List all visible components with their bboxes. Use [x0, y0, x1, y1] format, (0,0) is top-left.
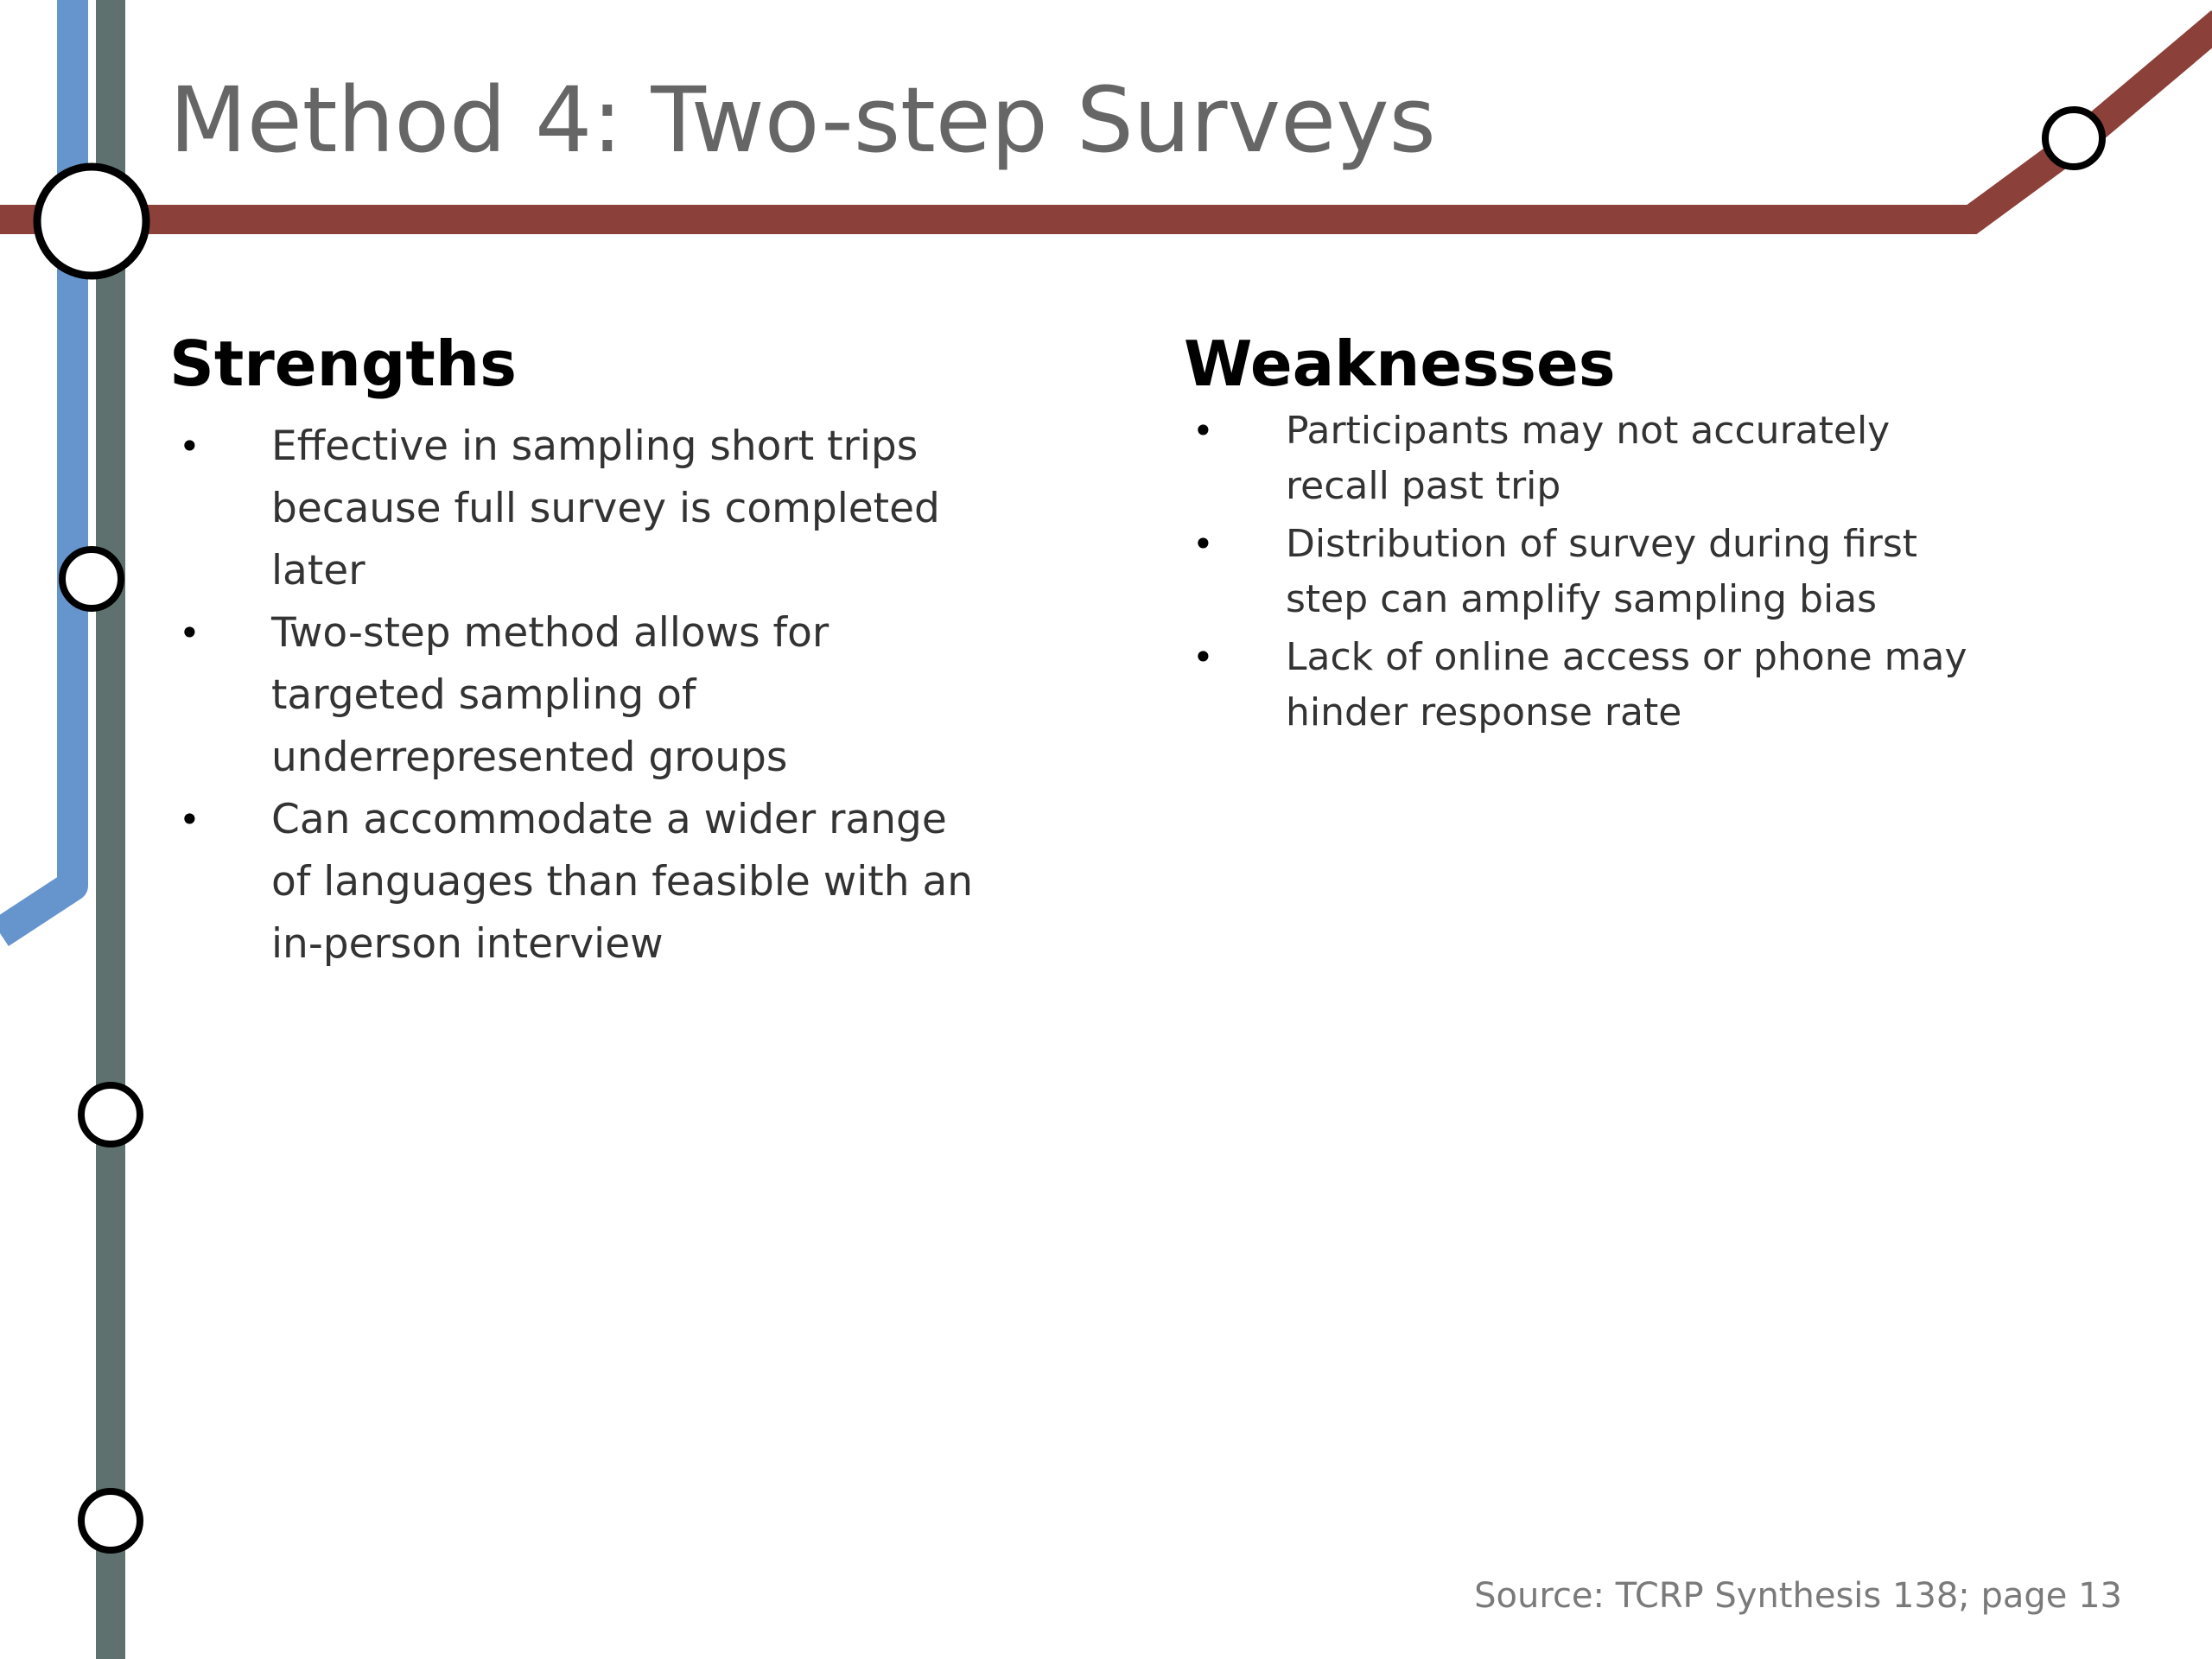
strength-item-line: targeted sampling of: [271, 671, 696, 719]
bullet-icon: •: [1192, 635, 1214, 678]
strength-item-line: Two-step method allows for: [271, 608, 830, 657]
weakness-item: [1184, 404, 2150, 514]
strength-item: [169, 789, 1135, 976]
strengths-list: [169, 416, 1033, 976]
weakness-item-line: step can amplify sampling bias: [1286, 576, 1878, 621]
source-citation: Source: TCRP Synthesis 138; page 13: [1474, 1576, 2122, 1616]
slide-title: Method 4: Two-step Surveys: [169, 67, 1436, 173]
bullet-icon: •: [179, 798, 200, 841]
strength-item-line: later: [271, 546, 365, 594]
weakness-item: [1184, 517, 2150, 627]
weakness-item: [1184, 630, 2150, 741]
station-icon: [2045, 110, 2102, 167]
station-icon: [81, 1491, 140, 1550]
weakness-item-line: Lack of online access or phone may: [1286, 634, 1967, 679]
station-icon: [62, 550, 121, 608]
strengths-column: [169, 328, 1033, 976]
bullet-icon: •: [179, 611, 200, 654]
bullet-icon: •: [1192, 409, 1214, 452]
strength-item-line: of languages than feasible with an: [271, 857, 974, 906]
strength-item: [169, 416, 1135, 602]
weakness-item-line: Distribution of survey during first: [1286, 521, 1918, 566]
strength-item-line: because full survey is completed: [271, 484, 940, 532]
weakness-item-line: hinder response rate: [1286, 690, 1682, 734]
weaknesses-list: [1184, 404, 2048, 741]
strength-item-line: in-person interview: [271, 919, 664, 968]
strengths-heading: Strengths: [169, 327, 517, 400]
bullet-icon: •: [1192, 522, 1214, 565]
strength-item-line: underrepresented groups: [271, 733, 788, 781]
strength-item-line: Effective in sampling short trips: [271, 422, 918, 470]
weakness-item-line: Participants may not accurately: [1286, 408, 1891, 453]
weaknesses-column: [1184, 328, 2048, 743]
weakness-item-line: recall past trip: [1286, 463, 1561, 508]
weaknesses-heading: Weaknesses: [1184, 327, 1616, 400]
strength-item: [169, 602, 1135, 789]
bullet-icon: •: [179, 424, 200, 467]
station-icon: [81, 1085, 140, 1144]
station-large-icon: [37, 167, 146, 276]
strength-item-line: Can accommodate a wider range: [271, 795, 947, 843]
blue-transit-line: [0, 0, 73, 933]
